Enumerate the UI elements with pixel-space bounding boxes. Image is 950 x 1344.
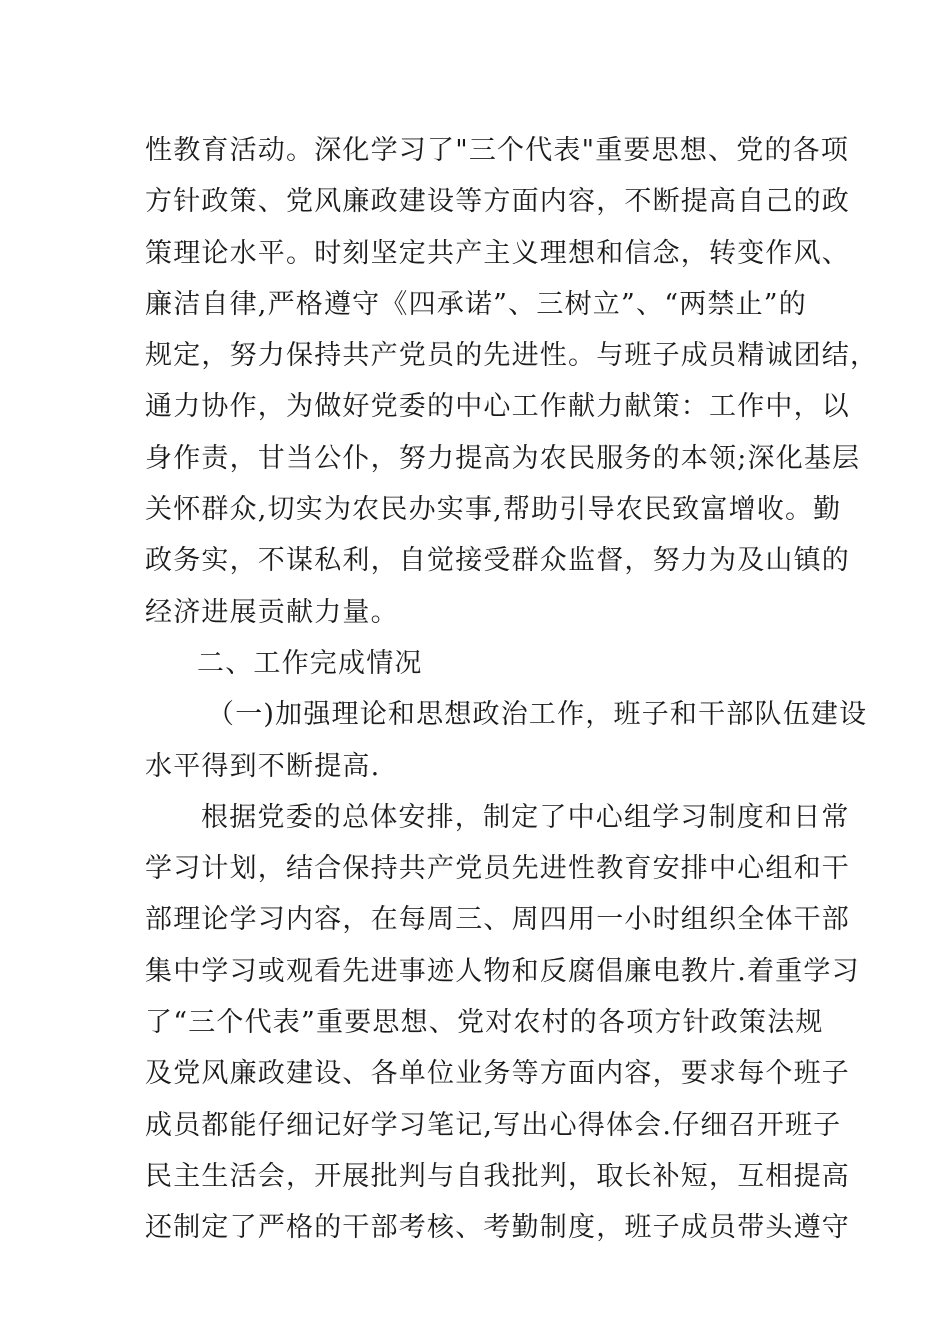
paragraph-line: 集中学习或观看先进事迹人物和反腐倡廉电教片.着重学习 bbox=[145, 955, 860, 987]
paragraph-line: 经济进展贡献力量。 bbox=[145, 596, 399, 628]
paragraph-line: 身作责，甘当公仆，努力提高为农民服务的本领;深化基层 bbox=[145, 442, 861, 474]
paragraph-line: 成员都能仔细记好学习笔记,写出心得体会.仔细召开班子 bbox=[145, 1109, 842, 1141]
paragraph-line: 部理论学习内容，在每周三、周四用一小时组织全体干部 bbox=[145, 904, 850, 936]
paragraph-line: 性教育活动。深化学习了"三个代表"重要思想、党的各项 bbox=[145, 135, 850, 166]
section-heading: 二、工作完成情况 bbox=[197, 647, 423, 679]
paragraph-line: 还制定了严格的干部考核、考勤制度，班子成员带头遵守 bbox=[145, 1212, 850, 1244]
document-body bbox=[145, 125, 879, 1254]
paragraph-line: 民主生活会，开展批判与自我批判，取长补短，互相提高 bbox=[145, 1160, 850, 1192]
paragraph-line: 政务实，不谋私利，自觉接受群众监督，努力为及山镇的 bbox=[145, 545, 850, 577]
paragraph-line: 方针政策、党风廉政建设等方面内容，不断提高自己的政 bbox=[145, 186, 850, 218]
paragraph-line: 关怀群众,切实为农民办实事,帮助引导农民致富增收。勤 bbox=[145, 494, 842, 526]
paragraph-line: 及党风廉政建设、各单位业务等方面内容，要求每个班子 bbox=[145, 1058, 850, 1090]
paragraph-line: 通力协作，为做好党委的中心工作献力献策：工作中，以 bbox=[145, 391, 850, 423]
paragraph-line: 学习计划，结合保持共产党员先进性教育安排中心组和干 bbox=[145, 853, 850, 885]
paragraph-line: 规定，努力保持共产党员的先进性。与班子成员精诚团结， bbox=[145, 340, 879, 372]
paragraph-line: 廉洁自律,严格遵守《四承诺”、三树立”、“两禁止”的 bbox=[145, 288, 807, 320]
paragraph-line: 了“三个代表”重要思想、党对农村的各项方针政策法规 bbox=[145, 1007, 824, 1039]
subsection-heading-continued: 水平得到不断提高. bbox=[145, 750, 381, 782]
subsection-heading: （一)加强理论和思想政治工作，班子和干部队伍建设 bbox=[207, 699, 868, 731]
paragraph-line: 策理论水平。时刻坚定共产主义理想和信念，转变作风、 bbox=[145, 237, 850, 269]
paragraph-line: 根据党委的总体安排，制定了中心组学习制度和日常 bbox=[201, 801, 850, 833]
